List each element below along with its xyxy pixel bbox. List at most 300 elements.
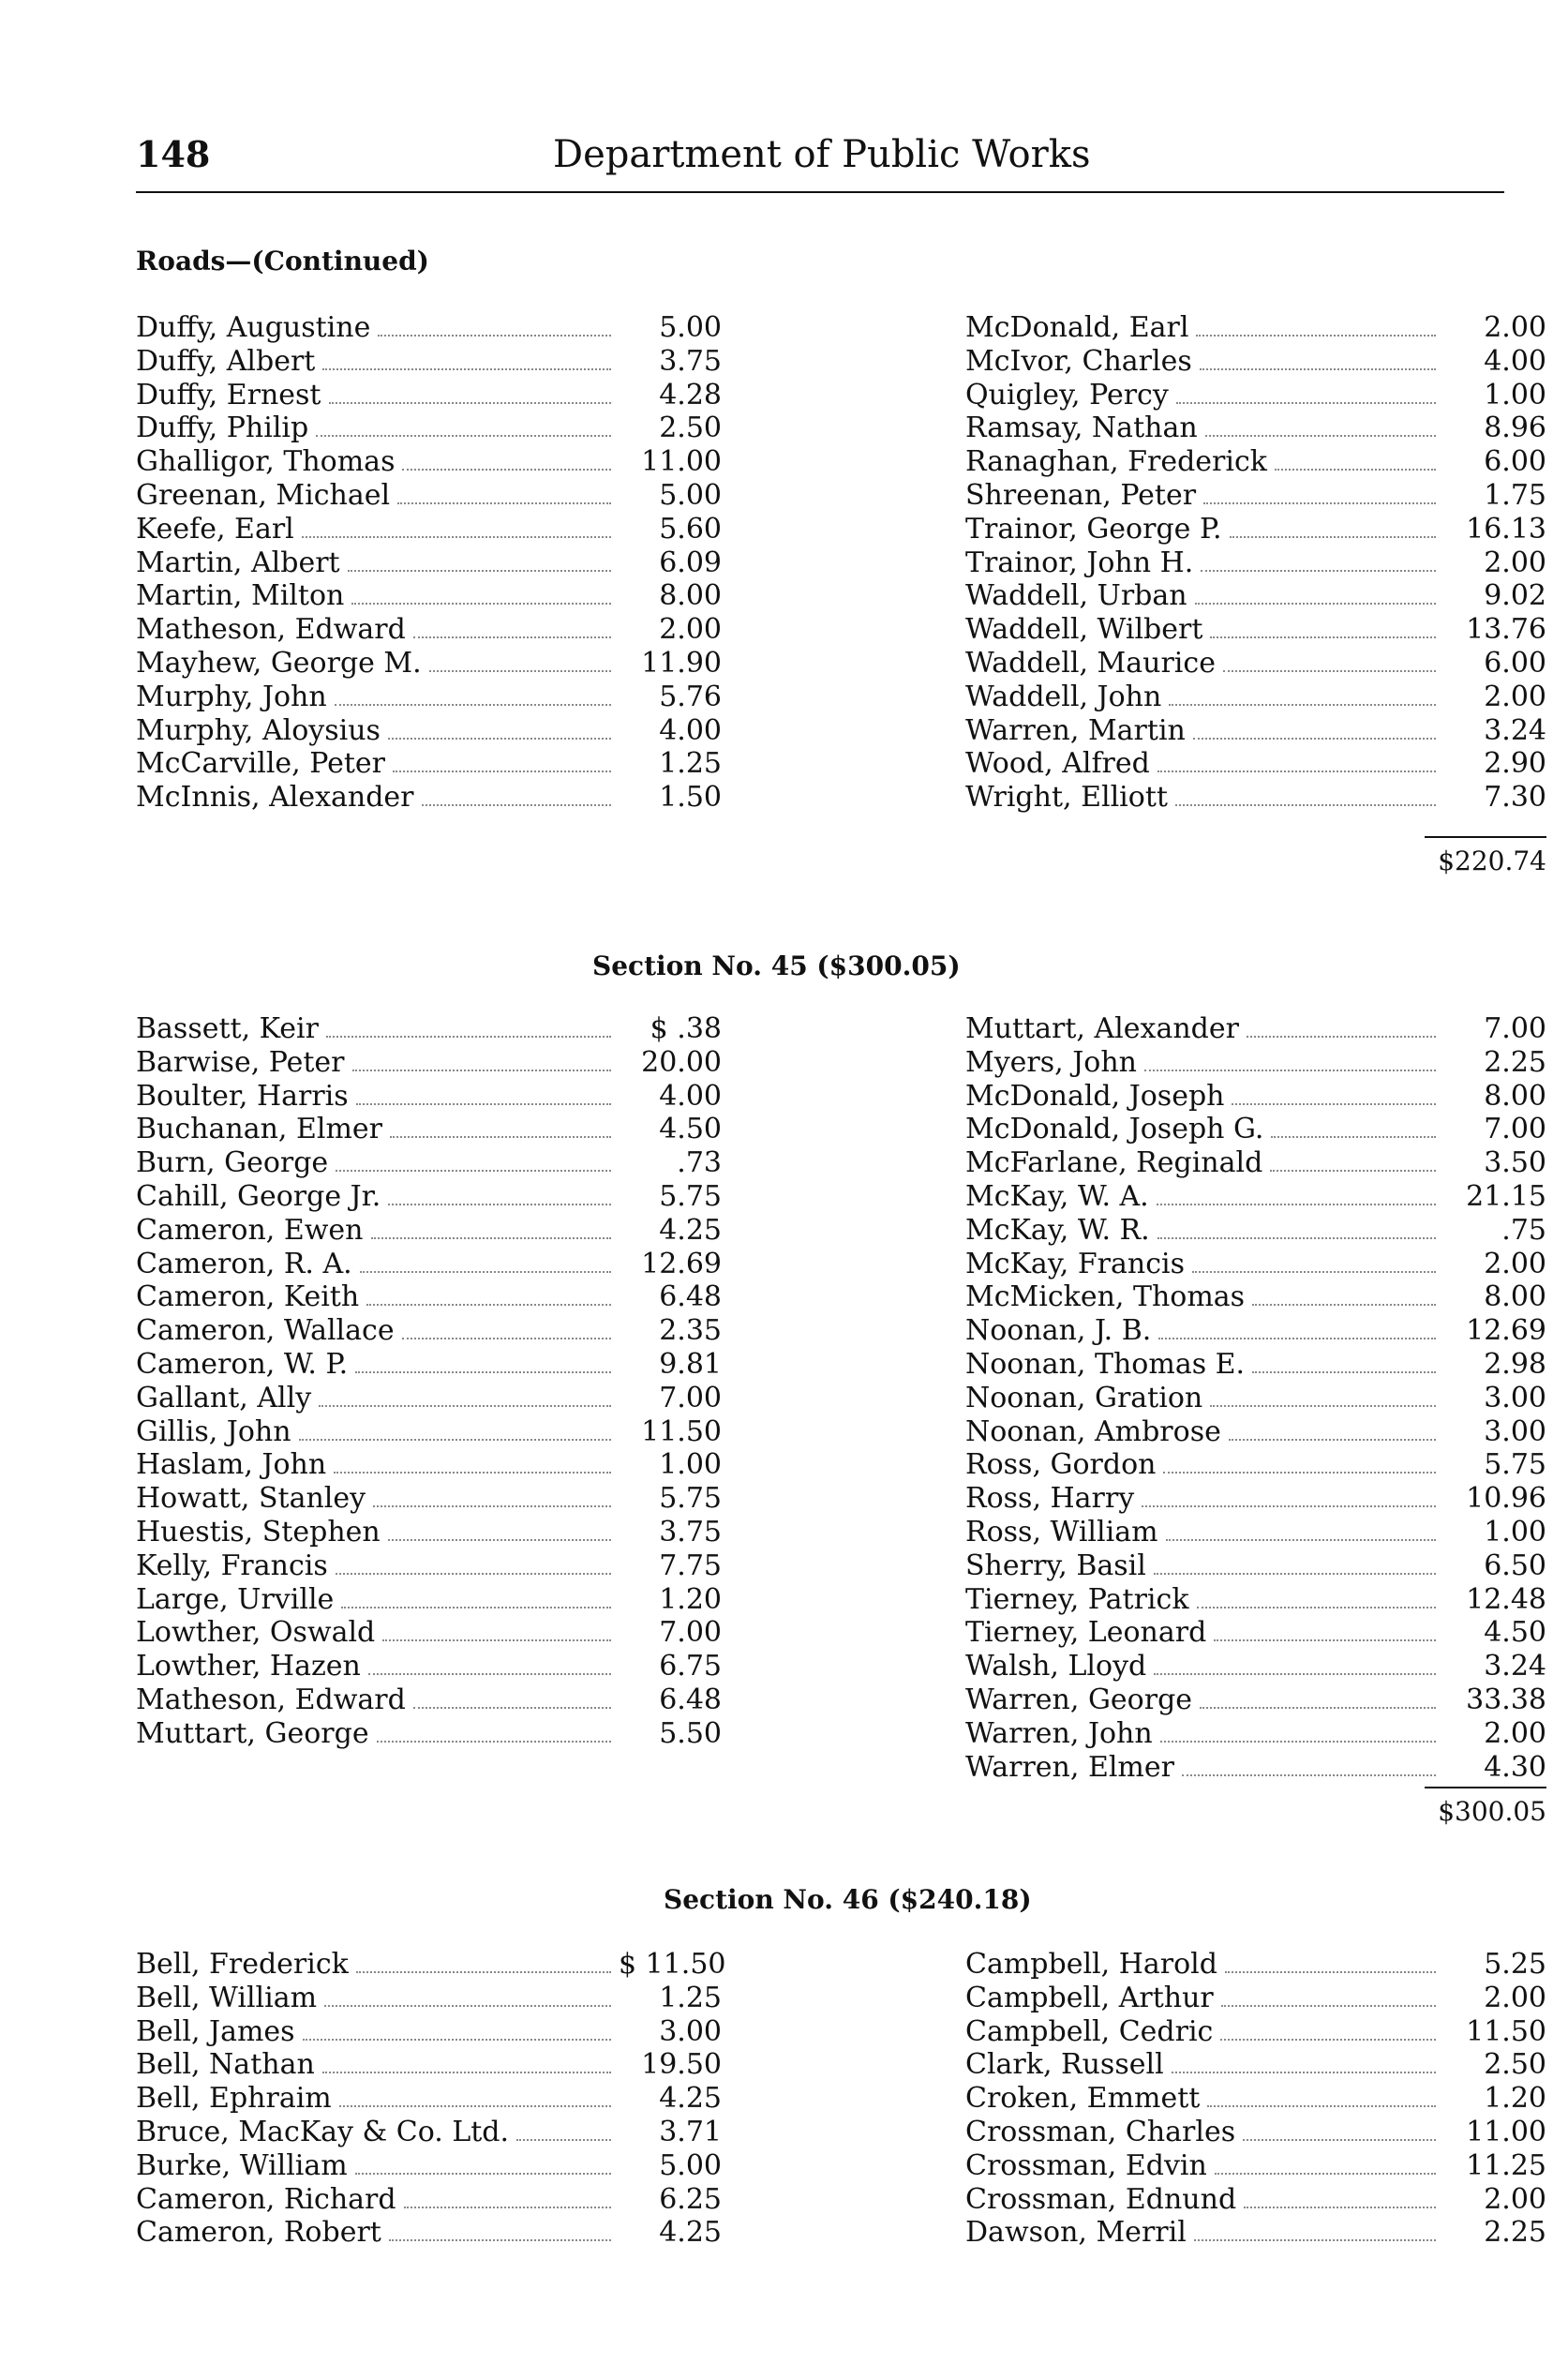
entry-amount: 2.00 — [1484, 1981, 1546, 2014]
entry-amount: 4.50 — [1484, 1616, 1546, 1650]
entry-amount: 3.71 — [659, 2115, 722, 2148]
ledger-entry — [136, 781, 722, 815]
total-rule — [1425, 1787, 1546, 1788]
entry-amount: 12.69 — [1466, 1314, 1546, 1348]
dot-leader — [1196, 335, 1436, 337]
entry-amount: .75 — [1501, 1213, 1546, 1247]
total-rule — [1425, 836, 1546, 838]
ledger-entry — [136, 681, 722, 714]
ledger-entry — [136, 1683, 722, 1717]
entry-name: Cameron, Keith — [136, 1280, 360, 1314]
entry-amount: .73 — [677, 1146, 722, 1180]
ledger-entry — [965, 1751, 1546, 1785]
entry-name: Waddell, Wilbert — [965, 613, 1203, 647]
dot-leader — [1157, 1204, 1436, 1205]
dot-leader — [371, 1237, 612, 1239]
dot-leader — [1221, 2005, 1436, 2007]
dot-leader — [360, 1271, 611, 1273]
ledger-entry — [965, 1214, 1546, 1248]
entry-name: Lowther, Hazen — [136, 1650, 361, 1683]
entry-amount: 11.00 — [641, 445, 722, 479]
dot-leader — [390, 1136, 611, 1138]
ledger-entry — [136, 2015, 722, 2049]
entry-name: Waddell, Urban — [965, 579, 1187, 613]
ledger-entry — [136, 479, 722, 513]
ledger-entry — [965, 2216, 1546, 2250]
ledger-entry — [136, 1046, 722, 1080]
entry-name: McFarlane, Reginald — [965, 1146, 1263, 1180]
dot-leader — [341, 1607, 611, 1608]
ledger-entry — [965, 479, 1546, 513]
entry-name: Bell, Frederick — [136, 1948, 349, 1981]
entry-amount: 3.00 — [659, 2014, 722, 2048]
entry-name: Warren, John — [965, 1716, 1153, 1750]
dot-leader — [1169, 704, 1436, 706]
entry-amount: 2.35 — [659, 1314, 722, 1348]
dot-leader — [368, 1673, 611, 1675]
ledger-entry — [136, 1280, 722, 1314]
section-45-total-block — [1425, 1787, 1546, 1827]
entry-name: Cameron, Robert — [136, 2216, 381, 2250]
entry-name: Kelly, Francis — [136, 1549, 328, 1582]
entry-amount: 3.00 — [1484, 1414, 1546, 1448]
dot-leader — [1203, 502, 1436, 504]
dot-leader — [366, 1304, 611, 1306]
section-45-left-column — [136, 1012, 722, 1751]
section-45-total: $300.05 — [1438, 1796, 1546, 1827]
ledger-entry — [965, 1280, 1546, 1314]
dot-leader — [1247, 1036, 1436, 1038]
dot-leader — [348, 570, 611, 572]
dot-leader — [352, 1070, 611, 1071]
dot-leader — [373, 1505, 611, 1507]
entry-name: Trainor, John H. — [965, 546, 1194, 579]
entry-name: Campbell, Cedric — [965, 2014, 1214, 2048]
entry-amount: 8.00 — [659, 579, 722, 613]
entry-name: Buchanan, Elmer — [136, 1113, 383, 1146]
entry-name: Keefe, Earl — [136, 512, 294, 546]
entry-name: McDonald, Joseph G. — [965, 1113, 1264, 1146]
dot-leader — [413, 636, 611, 638]
entry-amount: 5.60 — [659, 512, 722, 546]
dot-leader — [356, 1103, 611, 1105]
entry-amount: 2.50 — [1484, 2048, 1546, 2082]
entry-name: Myers, John — [965, 1045, 1137, 1079]
entry-amount: 1.20 — [1484, 2082, 1546, 2116]
entry-amount: 2.98 — [1484, 1347, 1546, 1381]
dot-leader — [1214, 1639, 1436, 1641]
entry-name: Boulter, Harris — [136, 1079, 349, 1113]
dot-leader — [1252, 1371, 1436, 1373]
entry-name: Quigley, Percy — [965, 378, 1169, 411]
entry-amount: 33.38 — [1466, 1683, 1546, 1716]
entry-amount: 9.81 — [659, 1347, 722, 1381]
ledger-entry — [965, 2149, 1546, 2183]
ledger-entry — [136, 2048, 722, 2082]
ledger-entry — [965, 1113, 1546, 1146]
entry-name: Ramsay, Nathan — [965, 411, 1198, 445]
entry-name: McKay, W. R. — [965, 1213, 1150, 1247]
entry-amount: 7.30 — [1484, 781, 1546, 815]
ledger-entry — [136, 2116, 722, 2149]
dot-leader — [1210, 1405, 1436, 1407]
entry-name: Trainor, George P. — [965, 512, 1222, 546]
entry-name: Bruce, MacKay & Co. Ltd. — [136, 2115, 510, 2148]
dot-leader — [1215, 2173, 1436, 2175]
ledger-entry — [965, 1448, 1546, 1482]
entry-amount: 6.00 — [1484, 445, 1546, 479]
entry-amount: 11.50 — [641, 1414, 722, 1448]
ledger-entry — [136, 613, 722, 647]
entry-amount: 19.50 — [641, 2048, 722, 2082]
entry-amount: 4.00 — [1484, 344, 1546, 378]
entry-amount: 4.25 — [659, 2082, 722, 2116]
entry-amount: 6.09 — [659, 546, 722, 579]
entry-name: Crossman, Charles — [965, 2115, 1236, 2148]
ledger-entry — [965, 1012, 1546, 1046]
entry-name: Gallant, Ally — [136, 1381, 312, 1414]
entry-name: Matheson, Edward — [136, 1683, 406, 1716]
ledger-entry — [965, 1948, 1546, 1982]
dot-leader — [1210, 636, 1436, 638]
dot-leader — [1195, 603, 1436, 605]
entry-amount: 1.20 — [659, 1582, 722, 1616]
dot-leader — [336, 1170, 611, 1172]
dot-leader — [1207, 2105, 1436, 2107]
ledger-entry — [136, 411, 722, 445]
entry-name: Matheson, Edward — [136, 613, 406, 647]
entry-amount: 5.75 — [1484, 1448, 1546, 1482]
section-46-left-column — [136, 1948, 726, 2250]
dot-leader — [402, 469, 611, 471]
section-46-right-column — [965, 1948, 1546, 2250]
entry-name: Waddell, John — [965, 680, 1162, 713]
ledger-entry — [136, 445, 722, 479]
entry-amount: 3.75 — [659, 1515, 722, 1549]
dot-leader — [302, 536, 611, 538]
entry-amount: $ .38 — [650, 1012, 722, 1045]
entry-amount: 4.50 — [659, 1113, 722, 1146]
ledger-entry — [965, 714, 1546, 748]
ledger-entry — [136, 1516, 722, 1549]
dot-leader — [1205, 435, 1436, 437]
entry-name: Martin, Milton — [136, 579, 345, 613]
ledger-entry — [965, 1080, 1546, 1114]
entry-name: Huestis, Stephen — [136, 1515, 381, 1549]
entry-name: McKay, W. A. — [965, 1179, 1149, 1213]
ledger-entry — [965, 1314, 1546, 1348]
entry-name: McDonald, Joseph — [965, 1079, 1225, 1113]
dot-leader — [1200, 368, 1436, 370]
ledger-entry — [965, 1248, 1546, 1281]
ledger-entry — [965, 1683, 1546, 1717]
entry-amount: 20.00 — [641, 1045, 722, 1079]
entry-name: Howatt, Stanley — [136, 1482, 366, 1516]
entry-amount: 2.25 — [1484, 1045, 1546, 1079]
entry-name: Muttart, George — [136, 1716, 369, 1750]
ledger-entry — [136, 1248, 722, 1281]
entry-amount: 3.50 — [1484, 1146, 1546, 1180]
ledger-entry — [136, 1650, 722, 1683]
dot-leader — [1157, 1237, 1436, 1239]
entry-name: Barwise, Peter — [136, 1045, 345, 1079]
entry-name: Duffy, Ernest — [136, 378, 321, 411]
dot-leader — [329, 402, 612, 404]
ledger-entry — [965, 1616, 1546, 1650]
entry-name: Ranaghan, Frederick — [965, 445, 1267, 479]
entry-name: Campbell, Arthur — [965, 1981, 1214, 2014]
entry-name: Noonan, Gration — [965, 1381, 1203, 1414]
entry-amount: 1.00 — [659, 1448, 722, 1482]
entry-name: Clark, Russell — [965, 2048, 1164, 2082]
entry-name: McMicken, Thomas — [965, 1280, 1246, 1314]
dot-leader — [1229, 1439, 1436, 1441]
dot-leader — [1160, 1741, 1436, 1743]
dot-leader — [1244, 2207, 1436, 2208]
dot-leader — [1201, 570, 1436, 572]
dot-leader — [382, 1639, 611, 1641]
ledger-entry — [965, 1348, 1546, 1382]
entry-amount: 2.00 — [1484, 546, 1546, 579]
entry-amount: 6.48 — [659, 1280, 722, 1314]
entry-name: Duffy, Augustine — [136, 311, 371, 344]
ledger-entry — [965, 1583, 1546, 1617]
page-number: 148 — [136, 133, 211, 175]
entry-name: Ghalligor, Thomas — [136, 445, 396, 479]
ledger-entry — [136, 513, 722, 546]
dot-leader — [316, 435, 611, 437]
entry-name: Noonan, Thomas E. — [965, 1347, 1246, 1381]
entry-amount: 4.00 — [659, 1079, 722, 1113]
entry-amount: 5.75 — [659, 1179, 722, 1213]
entry-name: Bell, Ephraim — [136, 2082, 332, 2116]
roads-right-column — [965, 311, 1546, 815]
entry-name: Murphy, John — [136, 680, 327, 713]
dot-leader — [516, 2139, 611, 2141]
ledger-entry — [136, 1448, 722, 1482]
entry-name: Tierney, Leonard — [965, 1616, 1207, 1650]
dot-leader — [1172, 2072, 1436, 2073]
dot-leader — [1144, 1070, 1436, 1071]
entry-amount: 2.25 — [1484, 2216, 1546, 2250]
ledger-entry — [136, 2183, 722, 2217]
entry-amount: 12.48 — [1466, 1582, 1546, 1616]
entry-amount: 4.30 — [1484, 1750, 1546, 1784]
ledger-entry — [965, 345, 1546, 379]
entry-name: Sherry, Basil — [965, 1549, 1146, 1582]
ledger-entry — [136, 1012, 722, 1046]
entry-amount: 5.76 — [659, 680, 722, 713]
entry-amount: 6.50 — [1484, 1549, 1546, 1582]
entry-amount: 1.25 — [659, 1981, 722, 2014]
ledger-entry — [965, 1717, 1546, 1751]
entry-name: Walsh, Lloyd — [965, 1650, 1147, 1683]
entry-name: Cameron, Ewen — [136, 1213, 364, 1247]
dot-leader — [324, 2005, 611, 2007]
ledger-entry — [136, 1180, 722, 1214]
entry-amount: 2.50 — [659, 411, 722, 445]
entry-amount: 2.90 — [1484, 747, 1546, 781]
entry-amount: 5.00 — [659, 311, 722, 344]
ledger-entry — [136, 1583, 722, 1617]
dot-leader — [393, 771, 611, 772]
entry-name: Noonan, J. B. — [965, 1314, 1152, 1348]
ledger-entry — [965, 647, 1546, 681]
dot-leader — [429, 670, 611, 672]
dot-leader — [303, 2039, 611, 2041]
header-rule — [136, 191, 1504, 193]
entry-amount: 7.75 — [659, 1549, 722, 1582]
dot-leader — [389, 2239, 611, 2241]
entry-name: Bassett, Keir — [136, 1012, 319, 1045]
entry-name: Wood, Alfred — [965, 747, 1150, 781]
entry-name: Burn, George — [136, 1146, 329, 1180]
dot-leader — [356, 1971, 611, 1973]
section-45-right-column — [965, 1012, 1546, 1784]
entry-amount: 1.50 — [659, 781, 722, 815]
ledger-entry — [965, 311, 1546, 345]
dot-leader — [422, 804, 611, 806]
dot-leader — [1193, 738, 1436, 740]
dot-leader — [1142, 1505, 1436, 1507]
entry-name: Large, Urville — [136, 1582, 335, 1616]
ledger-entry — [965, 1046, 1546, 1080]
dot-leader — [355, 1371, 611, 1373]
ledger-entry — [965, 2082, 1546, 2116]
ledger-entry — [136, 1314, 722, 1348]
ledger-entry — [136, 1415, 722, 1449]
dot-leader — [388, 1539, 611, 1541]
entry-name: Bell, Nathan — [136, 2048, 315, 2082]
entry-name: Campbell, Harold — [965, 1948, 1217, 1981]
roads-left-column — [136, 311, 722, 815]
ledger-entry — [965, 613, 1546, 647]
dot-leader — [334, 1472, 611, 1474]
entry-amount: 2.00 — [659, 613, 722, 647]
ledger-entry — [136, 1146, 722, 1180]
dot-leader — [404, 2207, 611, 2208]
ledger-entry — [965, 513, 1546, 546]
entry-amount: 8.00 — [1484, 1280, 1546, 1314]
entry-amount: 4.28 — [659, 378, 722, 411]
entry-name: Muttart, Alexander — [965, 1012, 1239, 1045]
entry-amount: 10.96 — [1466, 1482, 1546, 1516]
entry-name: Bell, William — [136, 1981, 318, 2014]
entry-amount: 21.15 — [1466, 1179, 1546, 1213]
entry-amount: 12.69 — [641, 1247, 722, 1280]
ledger-entry — [136, 747, 722, 781]
ledger-entry — [136, 2149, 722, 2183]
entry-amount: 11.00 — [1466, 2115, 1546, 2148]
roads-heading: Roads—(Continued) — [136, 246, 429, 277]
dot-leader — [1223, 670, 1436, 672]
ledger-entry — [965, 1382, 1546, 1415]
ledger-entry — [136, 379, 722, 412]
entry-name: Ross, Gordon — [965, 1448, 1157, 1482]
entry-name: Waddell, Maurice — [965, 646, 1216, 680]
dot-leader — [388, 738, 611, 740]
ledger-entry — [136, 2216, 722, 2250]
entry-name: Martin, Albert — [136, 546, 340, 579]
entry-amount: 7.00 — [659, 1381, 722, 1414]
section-46-heading: Section No. 46 ($240.18) — [664, 1884, 1032, 1915]
ledger-entry — [136, 311, 722, 345]
ledger-entry — [136, 714, 722, 748]
entry-amount: 16.13 — [1466, 512, 1546, 546]
ledger-entry — [965, 445, 1546, 479]
entry-name: Crossman, Edvin — [965, 2148, 1207, 2182]
entry-name: Warren, George — [965, 1683, 1193, 1716]
entry-amount: 3.75 — [659, 344, 722, 378]
entry-amount: 7.00 — [1484, 1012, 1546, 1045]
entry-amount: 2.00 — [1484, 311, 1546, 344]
entry-amount: 5.50 — [659, 1716, 722, 1750]
dot-leader — [388, 1204, 611, 1205]
roads-total: $220.74 — [1438, 845, 1546, 876]
entry-amount: 5.25 — [1484, 1948, 1546, 1981]
dot-leader — [299, 1439, 611, 1441]
ledger-entry — [136, 1214, 722, 1248]
entry-name: McCarville, Peter — [136, 747, 386, 781]
dot-leader — [336, 1573, 611, 1575]
entry-amount: 6.75 — [659, 1650, 722, 1683]
dot-leader — [1252, 1304, 1436, 1306]
ledger-entry — [965, 747, 1546, 781]
dot-leader — [1166, 1539, 1436, 1541]
dot-leader — [1192, 1271, 1436, 1273]
entry-name: Cameron, R. A. — [136, 1247, 352, 1280]
dot-leader — [1197, 1607, 1436, 1608]
entry-amount: 1.75 — [1484, 478, 1546, 512]
entry-name: Greenan, Michael — [136, 478, 391, 512]
ledger-entry — [965, 781, 1546, 815]
dot-leader — [397, 502, 611, 504]
ledger-entry — [136, 579, 722, 613]
entry-name: McDonald, Earl — [965, 311, 1189, 344]
entry-amount: 5.75 — [659, 1482, 722, 1516]
entry-amount: 6.25 — [659, 2182, 722, 2216]
dot-leader — [1157, 771, 1436, 772]
entry-amount: 13.76 — [1466, 613, 1546, 647]
dot-leader — [1154, 1573, 1436, 1575]
ledger-entry — [965, 1180, 1546, 1214]
entry-amount: 6.48 — [659, 1683, 722, 1716]
ledger-entry — [136, 2082, 722, 2116]
running-title: Department of Public Works — [553, 133, 1091, 176]
dot-leader — [1270, 1170, 1436, 1172]
dot-leader — [319, 1405, 611, 1407]
dot-leader — [1271, 1136, 1436, 1138]
entry-name: Bell, James — [136, 2014, 295, 2048]
dot-leader — [402, 1338, 611, 1339]
dot-leader — [1275, 469, 1436, 471]
ledger-entry — [136, 1348, 722, 1382]
entry-name: Dawson, Merril — [965, 2216, 1187, 2250]
ledger-entry — [965, 2183, 1546, 2217]
ledger-entry — [136, 1717, 722, 1751]
dot-leader — [1230, 536, 1436, 538]
ledger-entry — [965, 1415, 1546, 1449]
entry-amount: 7.00 — [659, 1616, 722, 1650]
dot-leader — [1163, 1472, 1436, 1474]
ledger-entry — [965, 379, 1546, 412]
dot-leader — [355, 2173, 611, 2175]
section-45-heading: Section No. 45 ($300.05) — [592, 950, 961, 981]
entry-amount: 7.00 — [1484, 1113, 1546, 1146]
entry-name: Murphy, Aloysius — [136, 713, 381, 747]
entry-name: Wright, Elliott — [965, 781, 1168, 815]
dot-leader — [1220, 2039, 1436, 2041]
